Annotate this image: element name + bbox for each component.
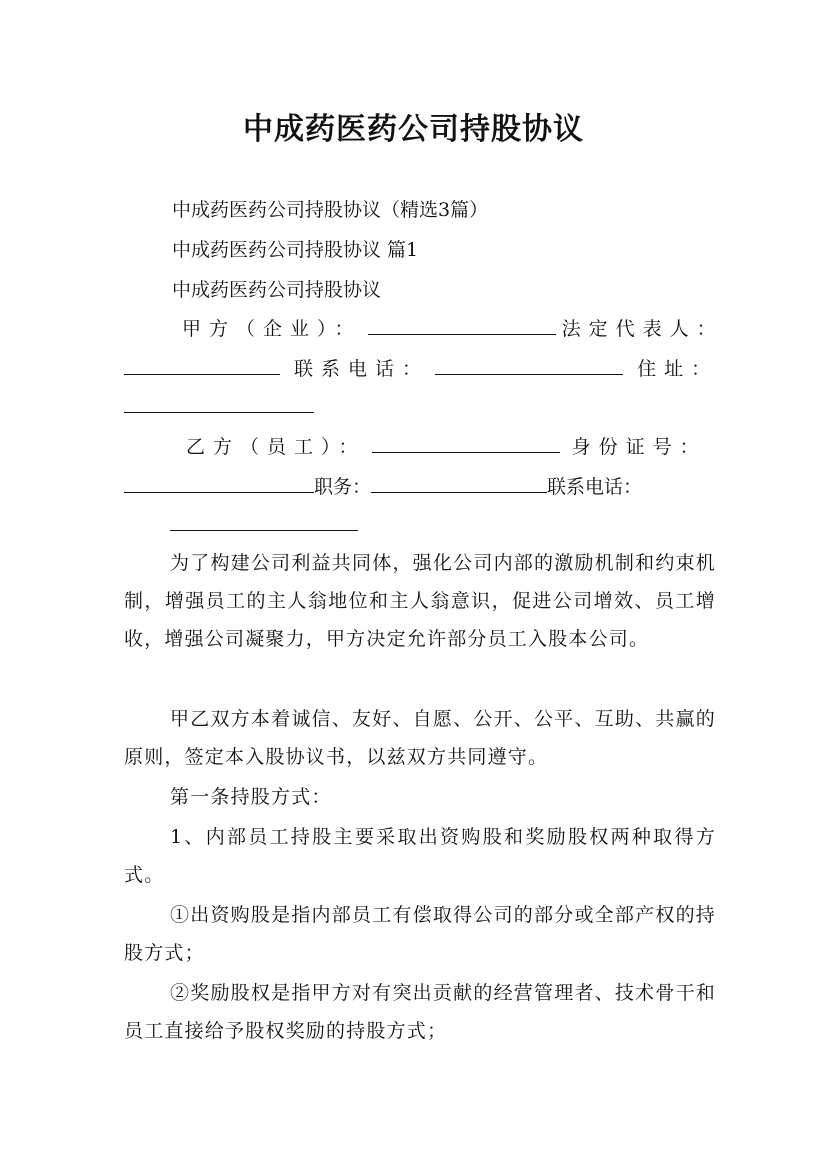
clause-1-item-1: ①出资购股是指内部员工有偿取得公司的部分或全部产权的持股方式； [124,904,716,964]
party-b-phone-blank [170,512,358,531]
party-b-name-blank [372,434,560,453]
article-1-heading: 第一条持股方式： [170,786,332,808]
intro-line-2: 中成药医药公司持股协议 篇1 [172,239,419,261]
address-label: 住址： [637,358,719,380]
party-b-phone-label: 联系电话： [547,476,643,498]
party-a-row-1 [182,316,724,341]
id-number-blank [124,474,314,493]
paragraph-principles: 甲乙双方本着诚信、友好、自愿、公开、公平、互助、共赢的原则，签定本入股协议书，以兹双方共同遵守。 [124,708,716,768]
paragraph-purpose: 为了构建公司利益共同体，强化公司内部的激励机制和约束机制，增强员工的主人翁地位和主人翁意识，促进公司增效、员工增收，增强公司凝聚力，甲方决定允许部分员工入股本公司。 [124,552,716,650]
position-label: 职务： [314,476,372,498]
intro-line-1: 中成药医药公司持股协议（精选3篇） [172,199,489,221]
document-title: 中成药医药公司持股协议 [243,112,584,147]
clause-1-item-2: ②奖励股权是指甲方对有突出贡献的经营管理者、技术骨干和员工直接给予股权奖励的持股方式； [124,982,716,1042]
legal-rep-blank [124,356,280,375]
party-a-row-2 [124,356,718,381]
clause-1: 1、内部员工持股主要采取出资购股和奖励股权两种取得方式。 [124,826,716,886]
intro-line-3: 中成药医药公司持股协议 [172,279,382,301]
party-b-row-2 [124,474,642,499]
legal-rep-label: 法定代表人： [561,318,724,340]
party-a-name-blank [368,316,556,335]
id-number-label: 身份证号： [571,436,707,458]
party-b-label: 乙方（员工）： [186,436,366,458]
address-blank [124,394,314,413]
party-b-row-1 [186,434,707,459]
party-a-label: 甲方（企业）： [182,318,362,340]
party-b-row-3 [170,512,358,537]
party-a-phone-blank [435,356,623,375]
party-a-row-3 [124,394,314,419]
position-blank [371,474,547,493]
party-a-phone-label: 联系电话： [294,358,430,380]
